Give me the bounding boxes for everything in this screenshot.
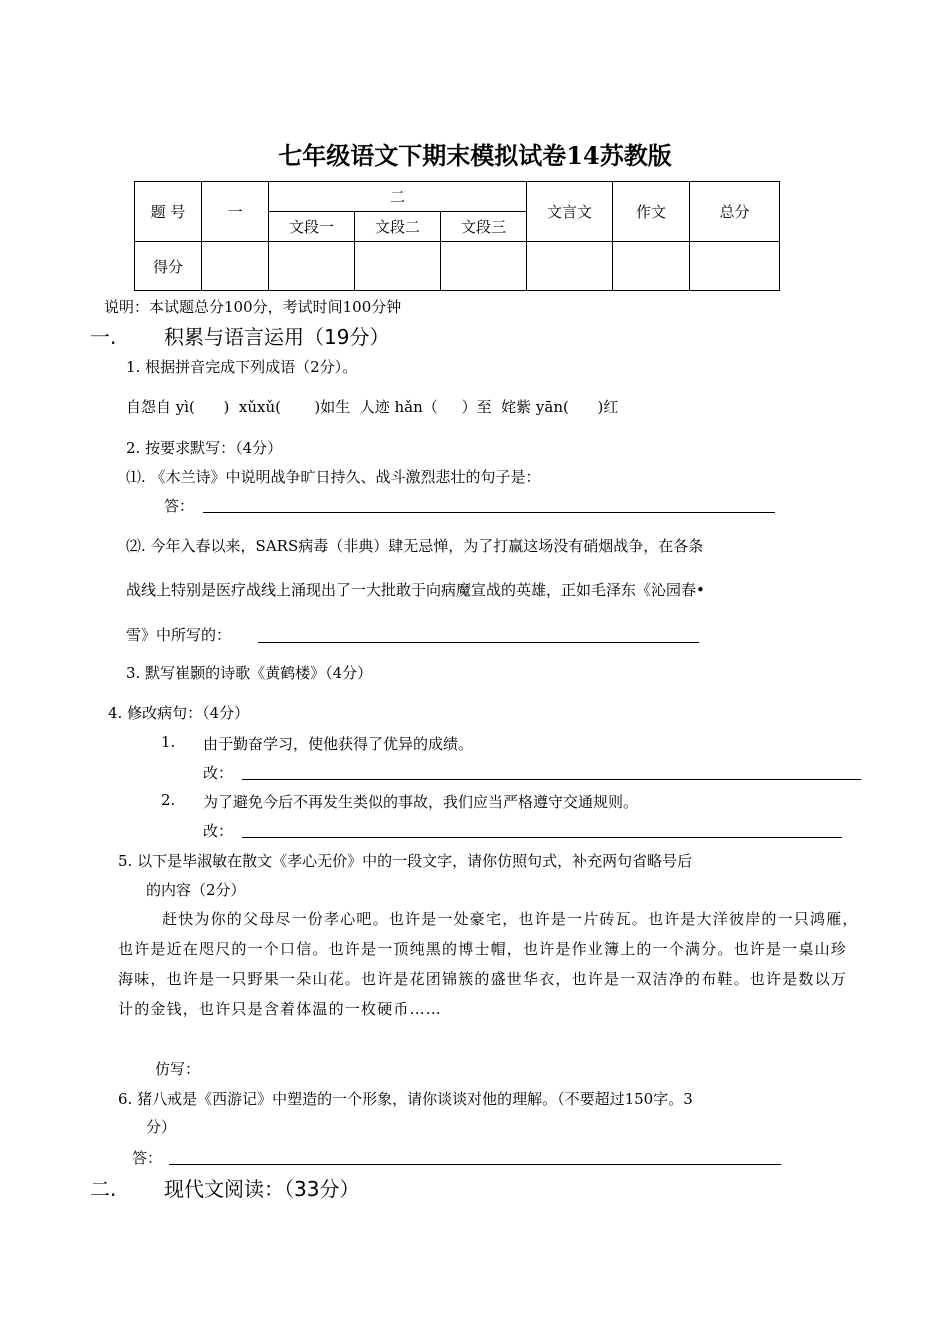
header-wenyanwen: 文言文 [527, 182, 613, 242]
header-sub2: 文段二 [355, 212, 441, 242]
question-5-line2: 的内容（2分） [146, 881, 246, 899]
section-two-number: 二. [90, 1177, 117, 1201]
answer-label: 答： [164, 497, 195, 515]
score-cell[interactable] [690, 242, 780, 291]
answer-line[interactable] [242, 837, 842, 838]
header-zongfen: 总分 [690, 182, 780, 242]
sentence-1: 由于勤奋学习，使他获得了优异的成绩。 [203, 735, 474, 753]
question-5-line1: 5. 以下是毕淑敏在散文《孝心无价》中的一段文字，请你仿照句式，补充两句省略号后 [118, 852, 693, 870]
header-tihao: 题 号 [135, 182, 202, 242]
question-3: 3. 默写崔颢的诗歌《黄鹤楼》（4分） [126, 664, 373, 682]
question-2-part1: ⑴. 《木兰诗》中说明战争旷日持久、战斗激烈悲壮的句子是： [126, 468, 541, 486]
sentence-2-number: 2. [161, 791, 176, 809]
answer-line[interactable] [169, 1164, 781, 1165]
imitation-label: 仿写： [155, 1060, 201, 1078]
question-2-part2-line3: 雪》中所写的： [126, 626, 232, 644]
passage: 赶快为你的父母尽一份孝心吧。也许是一处豪宅，也许是一片砖瓦。也许是大洋彼岸的一只鸿雁，也许是近在咫尺的一个口信。也许是一顶纯黑的博士帽，也许是作业簿上的一个满分。也许是一桌山珍海味，也许是一只野果一朵山花。也许是花团锦簇的盛世华衣，也许是一双洁净的布鞋。也许是数以万计的金钱，也许只是含着体温的一枚硬币…… [118, 910, 859, 1018]
header-sub3: 文段三 [441, 212, 527, 242]
answer-label: 答： [132, 1149, 163, 1167]
sentence-1-number: 1. [161, 733, 176, 751]
score-cell[interactable] [202, 242, 269, 291]
question-2-part2-line1: ⑵. 今年入春以来，SARS病毒（非典）肆无忌惮，为了打赢这场没有硝烟战争，在各条 [126, 537, 704, 555]
question-1: 1. 根据拼音完成下列成语（2分）。 [126, 358, 358, 376]
question-2: 2. 按要求默写：（4分） [126, 439, 283, 457]
score-cell[interactable] [527, 242, 613, 291]
score-cell[interactable] [441, 242, 527, 291]
score-cell[interactable] [355, 242, 441, 291]
row-defen-label: 得分 [135, 242, 202, 291]
page-title: 七年级语文下期末模拟试卷14苏教版 [278, 141, 672, 170]
section-two-title: 现代文阅读：（33分） [164, 1177, 360, 1201]
answer-line[interactable] [258, 642, 699, 643]
header-one: 一 [202, 182, 269, 242]
revise-label: 改： [203, 822, 234, 840]
question-2-part2-line2: 战线上特别是医疗战线上涌现出了一大批敢于向病魔宣战的英雄，正如毛泽东《沁园春• [126, 581, 705, 599]
question-6-line2: 分） [146, 1118, 177, 1136]
exam-note: 说明：本试题总分100分，考试时间100分钟 [104, 298, 402, 316]
revise-label: 改： [203, 764, 234, 782]
answer-line[interactable] [203, 512, 775, 513]
question-6-line1: 6. 猪八戒是《西游记》中塑造的一个形象，请你谈谈对他的理解。（不要超过150字。3 [118, 1090, 693, 1108]
section-one-title: 积累与语言运用（19分） [164, 325, 390, 349]
question-1-items: 自怨自 yì( ) xǔxǔ( )如生 人迹 hǎn（ ）至 姹紫 yān( )红 [126, 398, 619, 416]
score-cell[interactable] [269, 242, 355, 291]
header-sub1: 文段一 [269, 212, 355, 242]
header-two: 二 [269, 182, 527, 212]
question-4: 4. 修改病句：（4分） [108, 704, 250, 722]
score-table [134, 181, 780, 291]
header-zuowen: 作文 [613, 182, 690, 242]
section-one-number: 一. [90, 325, 117, 349]
sentence-2: 为了避免今后不再发生类似的事故，我们应当严格遵守交通规则。 [203, 793, 639, 811]
answer-line[interactable] [242, 779, 861, 780]
score-cell[interactable] [613, 242, 690, 291]
